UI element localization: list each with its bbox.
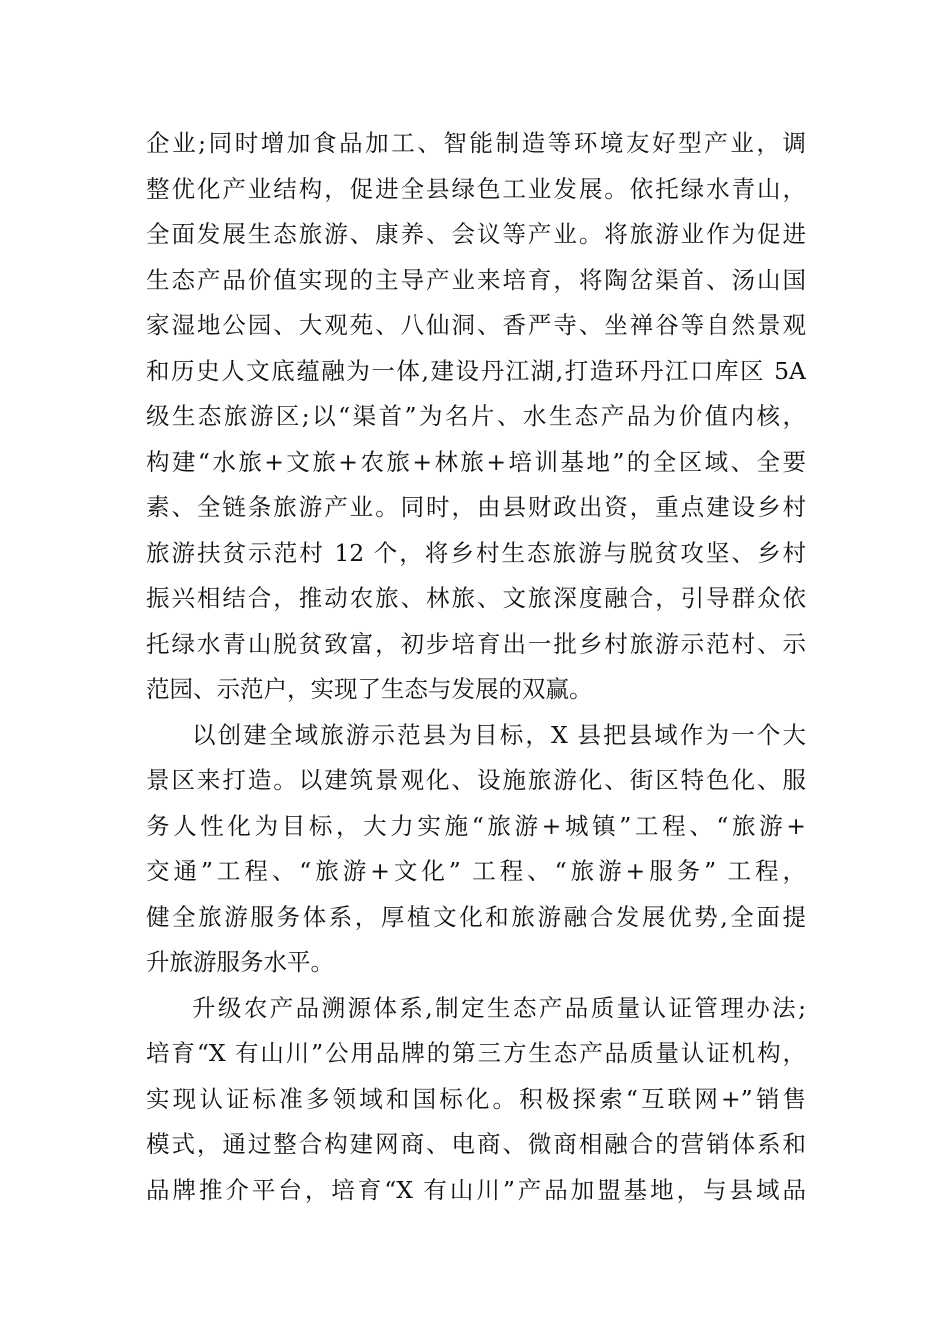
text-line: 旅游扶贫示范村 12 个，将乡村生态旅游与脱贫攻坚、乡村 [146,538,806,567]
text-line: 范园、示范户，实现了生态与发展的双赢。 [146,675,593,703]
text-line: 和历史人文底蕴融为一体,建设丹江湖,打造环丹江口库区 5A [146,356,806,385]
text-line: 模式，通过整合构建网商、电商、微商相融合的营销体系和 [146,1130,806,1158]
text-line: 整优化产业结构，促进全县绿色工业发展。依托绿水青山， [146,174,806,203]
text-line: 交通”工程、“旅游+文化” 工程、“旅游+服务” 工程， [146,857,806,885]
text-line: 生态产品价值实现的主导产业来培育，将陶岔渠首、汤山国 [146,265,806,294]
text-line: 振兴相结合，推动农旅、林旅、文旅深度融合，引导群众依 [146,584,806,612]
text-line: 健全旅游服务体系，厚植文化和旅游融合发展优势,全面提 [146,902,806,931]
text-line: 升旅游服务水平。 [146,948,334,976]
text-line: 素、全链条旅游产业。同时，由县财政出资，重点建设乡村 [146,493,806,521]
document-body [146,121,806,1213]
paragraph-product-traceability [146,986,806,1214]
text-line: 级生态旅游区;以“渠首”为名片、水生态产品为价值内核， [146,402,806,430]
text-line: 景区来打造。以建筑景观化、设施旅游化、街区特色化、服 [146,766,806,794]
paragraph-all-area-tourism [146,713,806,986]
text-line: 家湿地公园、大观苑、八仙洞、香严寺、坐禅谷等自然景观 [146,311,806,339]
paragraph-green-industry-tourism [146,121,806,713]
text-line: 务人性化为目标，大力实施“旅游+城镇”工程、“旅游+ [146,811,806,840]
text-line: 培育“X 有山川”公用品牌的第三方生态产品质量认证机构， [146,1039,806,1067]
text-line: 构建“水旅+文旅+农旅+林旅+培训基地”的全区域、全要 [146,447,806,476]
text-line: 全面发展生态旅游、康养、会议等产业。将旅游业作为促进 [146,220,806,248]
text-line: 品牌推介平台，培育“X 有山川”产品加盟基地，与县域品 [146,1175,806,1204]
text-line: 升级农产品溯源体系,制定生态产品质量认证管理办法; [192,993,806,1022]
text-line: 托绿水青山脱贫致富，初步培育出一批乡村旅游示范村、示 [146,629,806,658]
text-line: 以创建全域旅游示范县为目标，X 县把县域作为一个大 [192,720,806,749]
text-line: 实现认证标准多领域和国标化。积极探索“互联网+”销售 [146,1084,806,1113]
text-line: 企业;同时增加食品加工、智能制造等环境友好型产业，调 [146,129,806,157]
